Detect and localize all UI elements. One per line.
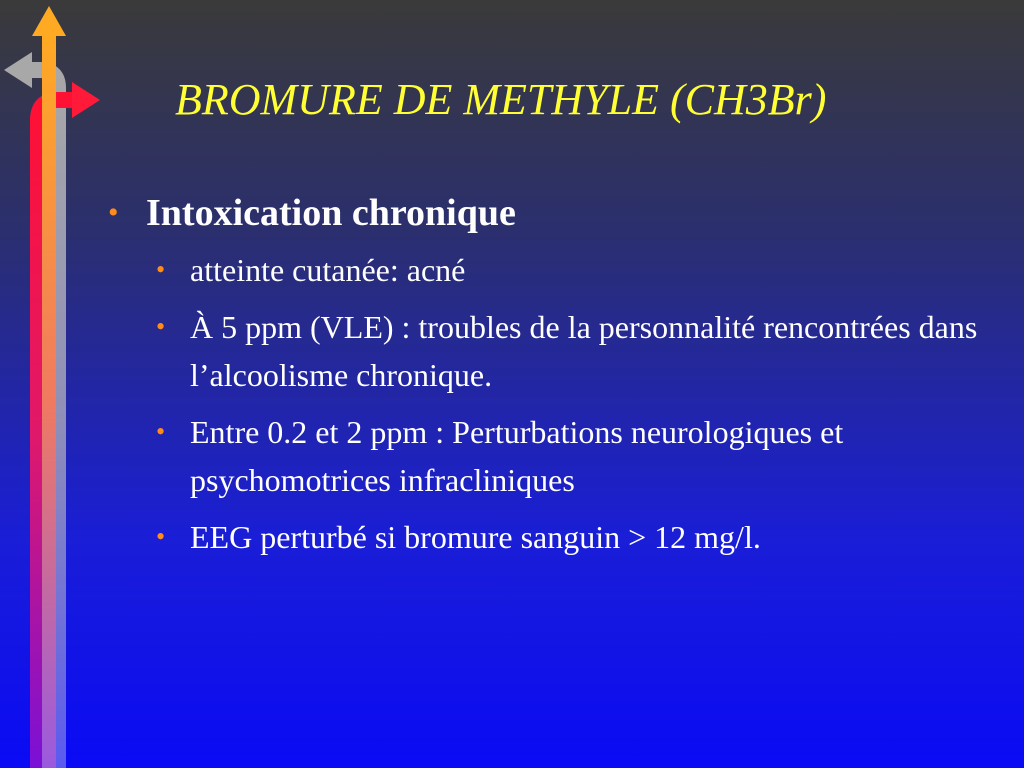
- bullet-dot-icon: •: [156, 255, 166, 284]
- slide-body: [108, 188, 988, 570]
- bullet-dot-icon: •: [108, 196, 119, 229]
- list-item: [108, 303, 988, 399]
- list-item: [108, 246, 988, 294]
- arrows-decoration: [0, 0, 110, 768]
- bullet-dot-icon: •: [156, 312, 166, 341]
- bullet-heading: [108, 188, 988, 238]
- list-item-text: Entre 0.2 et 2 ppm : Perturbations neurologiques et psychomotrices infracliniques: [190, 414, 844, 498]
- list-item-text: EEG perturbé si bromure sanguin > 12 mg/l.: [190, 519, 761, 555]
- list-item-text: À 5 ppm (VLE) : troubles de la personnalité rencontrées dans l’alcoolisme chronique.: [190, 309, 978, 393]
- heading-text: Intoxication chronique: [146, 192, 516, 234]
- list-item: [108, 513, 988, 561]
- list-item: [108, 408, 988, 504]
- bullet-dot-icon: •: [156, 417, 166, 446]
- bullet-dot-icon: •: [156, 522, 166, 551]
- slide-title: BROMURE DE METHYLE (CH3Br): [175, 75, 827, 124]
- list-item-text: atteinte cutanée: acné: [190, 252, 466, 288]
